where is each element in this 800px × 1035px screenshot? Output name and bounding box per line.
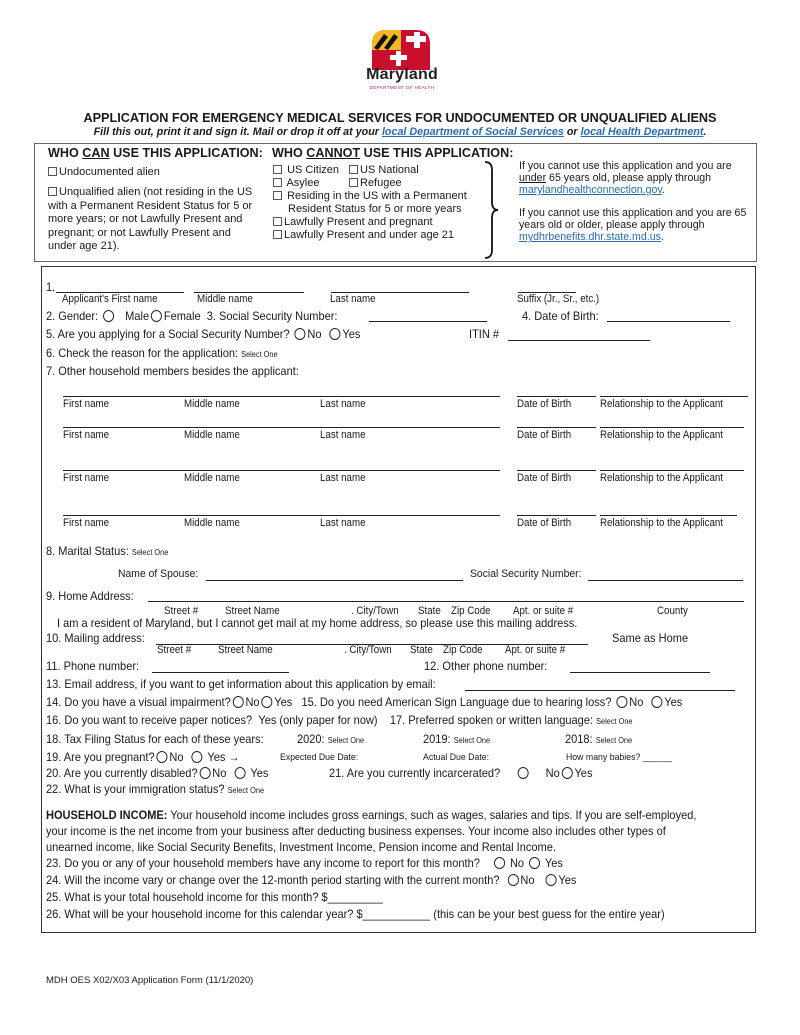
itin-label: ITIN # — [469, 327, 500, 341]
checkbox-permanent-resident[interactable]: Residing in the US with a Permanent — [273, 190, 467, 204]
member-relationship-field[interactable] — [600, 427, 744, 428]
radio-incarcerated-yes[interactable] — [562, 767, 573, 779]
radio-gender-female[interactable] — [151, 310, 162, 322]
date-of-birth-field[interactable] — [607, 321, 730, 322]
checkbox-icon[interactable] — [273, 165, 282, 174]
ssn-field[interactable] — [369, 321, 487, 322]
logo-subtext: DEPARTMENT OF HEALTH — [369, 85, 435, 90]
label-suffix: Suffix (Jr., Sr., etc.) — [517, 293, 600, 305]
q21-incarcerated: 21. Are you currently incarcerated? No Yes — [329, 766, 593, 780]
who-cannot-heading: WHO CANNOT USE THIS APPLICATION: — [272, 146, 514, 160]
radio-income-vary-no[interactable] — [507, 874, 518, 886]
q19-pregnant: 19. Are you pregnant? No Yes → — [46, 750, 240, 764]
radio-incarcerated-no[interactable] — [517, 767, 528, 779]
tax-2020-select[interactable]: Select One — [327, 736, 365, 745]
q22-immigration-status: 22. What is your immigration status? Select One — [46, 782, 265, 796]
member-dob-field[interactable] — [517, 515, 596, 516]
q4-dob-label: 4. Date of Birth: — [522, 309, 599, 323]
radio-asl-yes[interactable] — [651, 696, 662, 708]
member-dob-field[interactable] — [517, 427, 596, 428]
q11-phone: 11. Phone number: — [46, 659, 140, 673]
q18-tax-filing: 18. Tax Filing Status for each of these years: — [46, 732, 264, 746]
link-local-dss[interactable]: local Department of Social Services — [381, 126, 564, 138]
checkbox-icon[interactable] — [273, 217, 282, 226]
household-income-text-3: unearned income, like Social Security Benefits, Investment Income, Pension income and Rental Income. — [46, 840, 556, 854]
other-phone-field[interactable] — [570, 672, 710, 673]
radio-income-yes[interactable] — [529, 857, 540, 869]
member-relationship-field[interactable] — [600, 396, 748, 397]
radio-disabled-yes[interactable] — [234, 767, 245, 779]
permanent-resident-continued: Resident Status for 5 or more years — [288, 203, 462, 215]
tax-year-2018: 2018: Select One — [565, 732, 633, 746]
same-as-home-option[interactable]: Same as Home — [612, 631, 689, 645]
tax-year-2020: 2020: Select One — [297, 732, 365, 746]
radio-gender-male[interactable] — [103, 310, 114, 322]
q2-gender: 2. Gender: Male Female 3. Social Security Number: — [46, 309, 338, 323]
subtitle-text: Fill this out, print it and sign it. Mail or drop it off at your — [93, 126, 382, 138]
subtitle-text: or — [563, 126, 581, 138]
radio-pregnant-yes[interactable] — [191, 751, 202, 763]
link-marylandhealthconnection[interactable]: marylandhealthconnection.gov — [519, 184, 662, 196]
member-dob-field[interactable] — [517, 470, 596, 471]
q25-monthly-income[interactable]: 25. What is your total household income for this month? $_________ — [46, 890, 383, 904]
home-address-field[interactable] — [148, 601, 744, 602]
checkbox-icon[interactable] — [273, 178, 282, 187]
form-footer: MDH OES X02/X03 Application Form (11/1/2020) — [46, 975, 254, 986]
member-name-field[interactable] — [63, 470, 500, 471]
label-zip-code: Zip Code — [451, 605, 491, 617]
checkbox-unqualified-alien[interactable]: Unqualified alien (not residing in the US with a Permanent Resident Status for 5 or more years; or not Lawfully Present and pregnant; or not Lawfully Present and under age 21). — [48, 186, 253, 252]
label-first-name: Applicant's First name — [62, 293, 158, 305]
q23-income-this-month: 23. Do you or any of your household members have any income to report for this month? No Yes — [46, 856, 563, 870]
radio-asl-no[interactable] — [616, 696, 627, 708]
label-middle-name: Middle name — [197, 293, 253, 305]
q1-number: 1. — [46, 280, 56, 294]
immigration-status-select[interactable]: Select One — [227, 786, 265, 795]
reason-select[interactable]: Select One — [241, 350, 278, 359]
link-mydhrbenefits[interactable]: mydhrbenefits.dhr.state.md.us — [519, 231, 661, 243]
member-relationship-field[interactable] — [600, 515, 737, 516]
q12-other-phone: 12. Other phone number: — [424, 659, 548, 673]
checkbox-asylee[interactable]: Asylee — [273, 177, 319, 191]
maryland-flag-logo-icon — [370, 28, 432, 70]
spouse-ssn-field[interactable] — [588, 580, 743, 581]
link-local-health-department[interactable]: local Health Department — [580, 126, 704, 138]
q10-mailing-address: 10. Mailing address: — [46, 631, 145, 645]
radio-income-vary-yes[interactable] — [546, 874, 557, 886]
note-65-or-older: If you cannot use this application and you are 65 years old or older, please apply through mydhrbenefits.dhr.state.md.us. — [519, 207, 747, 243]
checkbox-icon[interactable] — [273, 230, 282, 239]
member-name-field[interactable] — [63, 515, 500, 516]
checkbox-undocumented-alien[interactable]: Undocumented alien — [48, 166, 160, 180]
checkbox-icon[interactable] — [48, 167, 57, 176]
q16-paper-notices: 16. Do you want to receive paper notices? Yes (only paper for now) 17. Preferred spoken or written language: Select One — [46, 713, 633, 727]
label-apt-suite: Apt. or suite # — [513, 605, 574, 617]
label-street-number: Street # — [164, 605, 199, 617]
radio-income-no[interactable] — [494, 857, 505, 869]
radio-pregnant-no[interactable] — [156, 751, 167, 763]
radio-ssn-yes[interactable] — [330, 328, 341, 340]
phone-field[interactable] — [152, 672, 289, 673]
checkbox-refugee[interactable]: Refugee — [349, 177, 402, 191]
mailing-address-note: I am a resident of Maryland, but I cannot get mail at my home address, so please use this mailing address. — [57, 616, 578, 630]
page-subtitle — [20, 126, 780, 138]
q5-apply-ssn: 5. Are you applying for a Social Security Number? No Yes — [46, 327, 361, 341]
itin-field[interactable] — [508, 340, 650, 341]
subtitle-text: . — [703, 126, 707, 138]
checkbox-us-national[interactable]: US National — [349, 164, 419, 178]
who-can-heading: WHO CAN USE THIS APPLICATION: — [48, 146, 263, 160]
logo-wordmark: Maryland — [366, 66, 438, 83]
spouse-name-label: Name of Spouse: — [118, 568, 199, 580]
household-income-heading: HOUSEHOLD INCOME: — [46, 808, 168, 822]
checkbox-lawfully-present-under-21[interactable]: Lawfully Present and under age 21 — [273, 229, 454, 243]
right-brace-icon — [483, 160, 499, 260]
spouse-ssn-label: Social Security Number: — [470, 568, 582, 580]
spouse-name-field[interactable] — [206, 580, 463, 581]
q6-reason: 6. Check the reason for the application: Select One — [46, 346, 278, 360]
radio-visual-no[interactable] — [233, 696, 244, 708]
member-dob-field[interactable] — [517, 396, 596, 397]
how-many-babies[interactable]: How many babies? ______ — [566, 752, 672, 763]
checkbox-icon[interactable] — [349, 165, 358, 174]
language-select[interactable]: Select One — [596, 717, 633, 726]
household-income-text-1: HOUSEHOLD INCOME: Your household income includes gross earnings, such as wages, salaries and tips. If you are self-employed, — [46, 808, 697, 822]
label-street-name: Street Name — [225, 605, 280, 617]
checkbox-icon[interactable] — [273, 191, 282, 200]
household-income-text-2: your income is the net income from your business after deducting business expenses. Your income also includes other types of — [46, 824, 666, 838]
tax-year-2019: 2019: Select One — [423, 732, 491, 746]
checkbox-icon[interactable] — [349, 178, 358, 187]
q20-disabled: 20. Are you currently disabled? No Yes — [46, 766, 269, 780]
q7-household-members: 7. Other household members besides the applicant: — [46, 364, 299, 378]
label-county: County — [657, 605, 688, 617]
member-name-field[interactable] — [63, 427, 500, 428]
q26-yearly-income[interactable]: 26. What will be your household income for this calendar year? $___________ (this can be your best guess for the entire year) — [46, 907, 665, 921]
marital-status-select[interactable]: Select One — [131, 548, 169, 557]
radio-visual-yes[interactable] — [261, 696, 272, 708]
label-state: State — [418, 605, 441, 617]
member-name-field[interactable] — [63, 396, 500, 397]
q14-visual-impairment: 14. Do you have a visual impairment? No Yes 15. Do you need American Sign Language due to hearing loss? No Yes — [46, 695, 683, 709]
q13-email: 13. Email address, if you want to get information about this application by email: — [46, 677, 436, 691]
checkbox-us-citizen[interactable]: US Citizen — [273, 164, 339, 178]
radio-disabled-no[interactable] — [199, 767, 210, 779]
email-field[interactable] — [465, 690, 735, 691]
q24-income-vary: 24. Will the income vary or change over the 12-month period starting with the current month? No Yes — [46, 873, 577, 887]
radio-ssn-no[interactable] — [295, 328, 306, 340]
expected-due-date[interactable]: Expected Due Date: — [280, 752, 359, 763]
tax-2018-select[interactable]: Select One — [595, 736, 633, 745]
tax-2019-select[interactable]: Select One — [453, 736, 491, 745]
q8-marital-status: 8. Marital Status: Select One — [46, 544, 169, 558]
actual-due-date[interactable]: Actual Due Date: — [423, 752, 490, 763]
checkbox-lawfully-present-pregnant[interactable]: Lawfully Present and pregnant — [273, 216, 433, 230]
label-last-name: Last name — [330, 293, 376, 305]
q9-home-address: 9. Home Address: — [46, 589, 134, 603]
label-city-town: . City/Town — [351, 605, 399, 617]
page-title: APPLICATION FOR EMERGENCY MEDICAL SERVICES FOR UNDOCUMENTED OR UNQUALIFIED ALIENS — [83, 110, 717, 125]
note-under-65: If you cannot use this application and you are under 65 years old, please apply through marylandhealthconnection.gov. — [519, 160, 732, 196]
member-relationship-field[interactable] — [600, 470, 744, 471]
checkbox-icon[interactable] — [48, 187, 57, 196]
